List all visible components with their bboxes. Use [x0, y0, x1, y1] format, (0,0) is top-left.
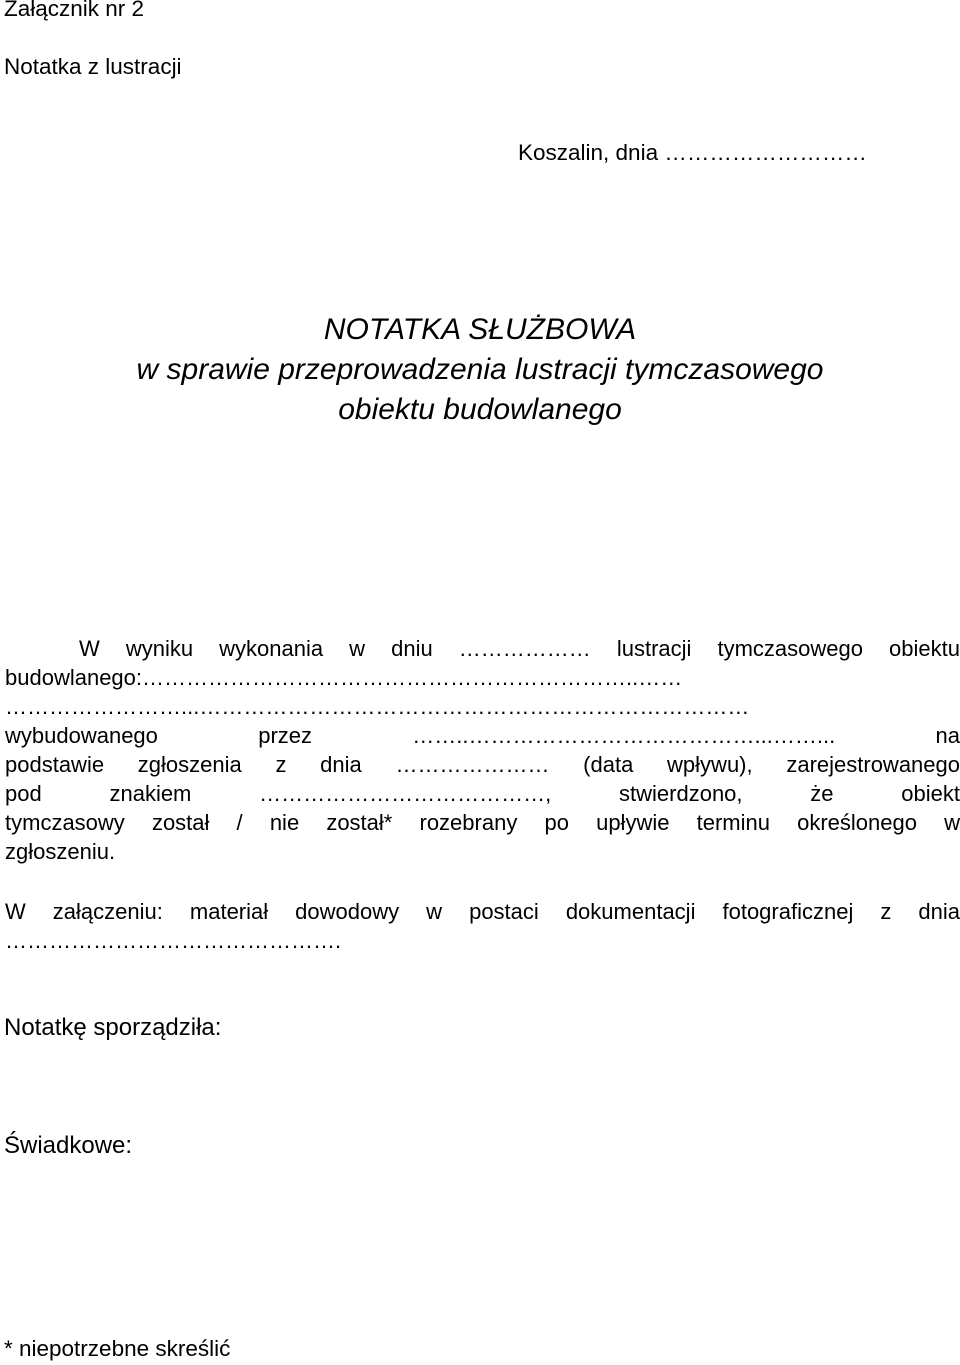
document-title: [0, 310, 960, 430]
witness-label: Świadkowe:: [4, 1132, 133, 1159]
paragraph-line: pod znakiem …………………………………, stwierdzono, że obiekt: [5, 781, 960, 806]
title-line-2: w sprawie przeprowadzenia lustracji tymczasowego: [136, 353, 824, 386]
paragraph-line: zgłoszeniu.: [5, 839, 116, 864]
paragraph-line: tymczasowy został / nie został* rozebrany po upływie terminu określonego w: [5, 810, 960, 835]
document-subtitle: Notatka z lustracji: [4, 54, 182, 79]
inspection-paragraph: [5, 634, 960, 866]
paragraph-line: W załączeniu: materiał dowodowy w postaci dokumentacji fotograficznej z dnia: [5, 899, 960, 924]
paragraph-line: budowlanego:…………………………………………………………..……: [5, 665, 683, 690]
footnote: * niepotrzebne skreślić: [4, 1336, 231, 1361]
place-date-line: Koszalin, dnia ………………………: [518, 140, 867, 165]
paragraph-line: ……………………………………….: [5, 928, 342, 953]
signature-label: Notatkę sporządziła:: [4, 1014, 222, 1041]
attachment-label: Załącznik nr 2: [4, 0, 145, 21]
paragraph-line: podstawie zgłoszenia z dnia ………………… (data wpływu), zarejestrowanego: [5, 752, 960, 777]
attachment-paragraph: [5, 897, 960, 955]
title-line-1: NOTATKA SŁUŻBOWA: [323, 313, 637, 346]
paragraph-line: W wyniku wykonania w dniu ……………… lustracji tymczasowego obiektu: [79, 636, 960, 661]
title-line-3: obiektu budowlanego: [338, 393, 622, 426]
paragraph-line: wybudowanego przez ……..…………………………………...……... na: [5, 723, 960, 748]
paragraph-line: ……………………...…………………………………………………………………: [5, 694, 750, 719]
